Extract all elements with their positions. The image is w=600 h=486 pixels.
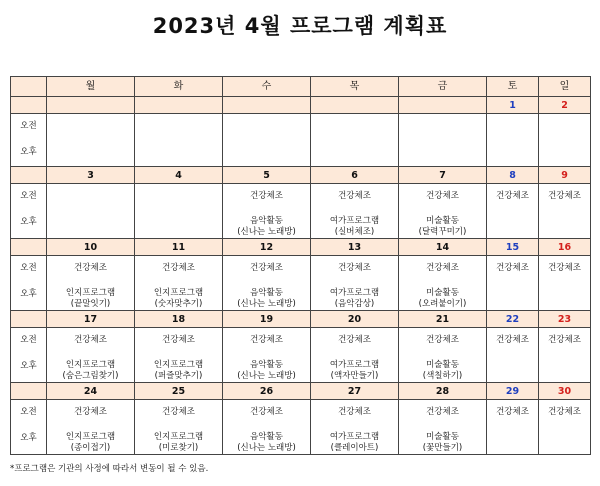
schedule-cell (223, 114, 311, 167)
pm-activity: 인지프로그램 (153, 288, 204, 298)
am-label: 오전 (20, 263, 37, 273)
am-pm-label-cell (11, 114, 47, 167)
pm-label: 오후 (20, 361, 37, 371)
schedule-cell (223, 400, 311, 455)
am-label: 오전 (20, 407, 37, 417)
pm-activity-detail: (끝말잇기) (70, 299, 111, 309)
weekday-sat: 토 (487, 77, 539, 97)
am-activity: 건강체조 (162, 263, 195, 273)
pm-activity-detail: (음악감상) (334, 299, 375, 309)
date-cell: 3 (47, 167, 135, 184)
am-activity: 건강체조 (250, 335, 283, 345)
am-activity: 건강체조 (250, 407, 283, 417)
pm-activity: 인지프로그램 (65, 360, 116, 370)
pm-activity: 음악활동 (250, 288, 283, 298)
footnote: *프로그램은 기관의 사정에 따라서 변동이 될 수 있음. (10, 464, 209, 474)
schedule-cell (399, 256, 487, 311)
date-cell: 29 (487, 383, 539, 400)
date-cell: 16 (539, 239, 591, 256)
date-cell: 13 (311, 239, 399, 256)
pm-label: 오후 (20, 217, 37, 227)
am-activity: 건강체조 (548, 407, 581, 417)
date-row (11, 239, 591, 256)
schedule-cell (399, 328, 487, 383)
am-activity: 건강체조 (162, 335, 195, 345)
pm-activity-detail: (클레이아트) (330, 443, 379, 453)
pm-activity: 인지프로그램 (65, 288, 116, 298)
pm-activity: 음악활동 (250, 432, 283, 442)
schedule-cell (135, 400, 223, 455)
am-activity: 건강체조 (74, 263, 107, 273)
pm-label: 오후 (20, 289, 37, 299)
date-row-corner (11, 167, 47, 184)
schedule-row (11, 184, 591, 239)
date-cell (311, 97, 399, 114)
page-title: 2023년 4월 프로그램 계획표 (152, 14, 448, 38)
pm-activity-detail: (숫자맞추기) (154, 299, 203, 309)
am-activity: 건강체조 (548, 335, 581, 345)
date-row-corner (11, 239, 47, 256)
pm-activity-detail: (실버체조) (334, 227, 375, 237)
pm-activity-detail: (꽃만들기) (422, 443, 463, 453)
program-calendar-table (10, 76, 591, 455)
am-activity: 건강체조 (162, 407, 195, 417)
schedule-cell (47, 184, 135, 239)
schedule-cell (487, 256, 539, 311)
date-row-corner (11, 311, 47, 328)
weekday-wed: 수 (223, 77, 311, 97)
schedule-cell (135, 184, 223, 239)
weekday-sun: 일 (539, 77, 591, 97)
date-cell: 17 (47, 311, 135, 328)
pm-activity-detail: (신나는 노래방) (237, 227, 296, 237)
weekday-header-row (11, 77, 591, 97)
schedule-cell (487, 114, 539, 167)
am-activity: 건강체조 (338, 407, 371, 417)
schedule-row (11, 256, 591, 311)
date-cell (399, 97, 487, 114)
schedule-cell (47, 256, 135, 311)
am-activity: 건강체조 (548, 263, 581, 273)
am-activity: 건강체조 (426, 191, 459, 201)
date-cell: 5 (223, 167, 311, 184)
am-activity: 건강체조 (548, 191, 581, 201)
schedule-cell (399, 400, 487, 455)
schedule-cell (311, 114, 399, 167)
schedule-cell (311, 256, 399, 311)
date-cell: 26 (223, 383, 311, 400)
date-cell: 25 (135, 383, 223, 400)
schedule-cell (487, 184, 539, 239)
am-activity: 건강체조 (74, 335, 107, 345)
date-cell: 20 (311, 311, 399, 328)
schedule-row (11, 114, 591, 167)
schedule-cell (399, 184, 487, 239)
date-cell: 28 (399, 383, 487, 400)
pm-activity: 미술활동 (426, 216, 459, 226)
pm-activity-detail: (종이접기) (70, 443, 111, 453)
date-row (11, 97, 591, 114)
weekday-fri: 금 (399, 77, 487, 97)
pm-activity: 미술활동 (426, 432, 459, 442)
date-cell: 19 (223, 311, 311, 328)
am-activity: 건강체조 (338, 263, 371, 273)
am-activity: 건강체조 (426, 263, 459, 273)
date-row-corner (11, 383, 47, 400)
schedule-cell (223, 184, 311, 239)
am-pm-label-cell (11, 184, 47, 239)
pm-activity: 인지프로그램 (65, 432, 116, 442)
am-pm-label-cell (11, 400, 47, 455)
date-row (11, 311, 591, 328)
date-cell: 9 (539, 167, 591, 184)
pm-activity-detail: (신나는 노래방) (237, 371, 296, 381)
pm-label: 오후 (20, 433, 37, 443)
pm-label: 오후 (20, 147, 37, 157)
schedule-cell (487, 328, 539, 383)
pm-activity-detail: (달력꾸미기) (418, 227, 467, 237)
am-activity: 건강체조 (496, 263, 529, 273)
date-cell: 6 (311, 167, 399, 184)
am-label: 오전 (20, 191, 37, 201)
pm-activity-detail: (숨은그림찾기) (62, 371, 119, 381)
date-cell: 27 (311, 383, 399, 400)
schedule-cell (47, 114, 135, 167)
date-cell: 12 (223, 239, 311, 256)
schedule-cell (47, 328, 135, 383)
schedule-row (11, 328, 591, 383)
pm-activity: 여가프로그램 (329, 360, 380, 370)
schedule-cell (539, 114, 591, 167)
schedule-cell (487, 400, 539, 455)
pm-activity-detail: (퍼즐맞추기) (154, 371, 203, 381)
date-cell (135, 97, 223, 114)
schedule-row (11, 400, 591, 455)
date-cell: 10 (47, 239, 135, 256)
date-cell: 30 (539, 383, 591, 400)
am-activity: 건강체조 (338, 191, 371, 201)
pm-activity: 미술활동 (426, 288, 459, 298)
header-corner (11, 77, 47, 97)
pm-activity: 음악활동 (250, 360, 283, 370)
date-cell: 22 (487, 311, 539, 328)
schedule-cell (539, 400, 591, 455)
date-row (11, 383, 591, 400)
date-row (11, 167, 591, 184)
date-cell: 21 (399, 311, 487, 328)
schedule-cell (539, 184, 591, 239)
date-cell: 4 (135, 167, 223, 184)
date-cell: 14 (399, 239, 487, 256)
schedule-cell (135, 328, 223, 383)
am-activity: 건강체조 (496, 335, 529, 345)
pm-activity: 인지프로그램 (153, 360, 204, 370)
date-cell (223, 97, 311, 114)
schedule-cell (135, 256, 223, 311)
pm-activity: 미술활동 (426, 360, 459, 370)
schedule-cell (223, 328, 311, 383)
pm-activity-detail: (색칠하기) (422, 371, 463, 381)
am-activity: 건강체조 (74, 407, 107, 417)
am-activity: 건강체조 (496, 191, 529, 201)
pm-activity-detail: (신나는 노래방) (237, 443, 296, 453)
schedule-cell (135, 114, 223, 167)
schedule-cell (47, 400, 135, 455)
schedule-cell (311, 400, 399, 455)
pm-activity: 여가프로그램 (329, 432, 380, 442)
pm-activity: 인지프로그램 (153, 432, 204, 442)
am-activity: 건강체조 (250, 263, 283, 273)
date-cell: 15 (487, 239, 539, 256)
pm-activity-detail: (액자만들기) (330, 371, 379, 381)
date-cell: 18 (135, 311, 223, 328)
schedule-cell (223, 256, 311, 311)
schedule-cell (311, 184, 399, 239)
pm-activity: 음악활동 (250, 216, 283, 226)
pm-activity: 여가프로그램 (329, 216, 380, 226)
am-pm-label-cell (11, 328, 47, 383)
am-activity: 건강체조 (426, 407, 459, 417)
weekday-tue: 화 (135, 77, 223, 97)
date-cell: 8 (487, 167, 539, 184)
am-activity: 건강체조 (250, 191, 283, 201)
am-activity: 건강체조 (338, 335, 371, 345)
date-cell: 24 (47, 383, 135, 400)
am-activity: 건강체조 (496, 407, 529, 417)
schedule-cell (539, 256, 591, 311)
date-cell: 11 (135, 239, 223, 256)
schedule-cell (399, 114, 487, 167)
schedule-cell (311, 328, 399, 383)
weekday-thu: 목 (311, 77, 399, 97)
date-cell (47, 97, 135, 114)
am-activity: 건강체조 (426, 335, 459, 345)
am-label: 오전 (20, 335, 37, 345)
pm-activity-detail: (오려붙이기) (418, 299, 467, 309)
date-row-corner (11, 97, 47, 114)
pm-activity-detail: (미로찾기) (158, 443, 199, 453)
date-cell: 7 (399, 167, 487, 184)
pm-activity: 여가프로그램 (329, 288, 380, 298)
am-pm-label-cell (11, 256, 47, 311)
date-cell: 23 (539, 311, 591, 328)
schedule-cell (539, 328, 591, 383)
weekday-mon: 월 (47, 77, 135, 97)
date-cell: 1 (487, 97, 539, 114)
am-label: 오전 (20, 121, 37, 131)
date-cell: 2 (539, 97, 591, 114)
pm-activity-detail: (신나는 노래방) (237, 299, 296, 309)
